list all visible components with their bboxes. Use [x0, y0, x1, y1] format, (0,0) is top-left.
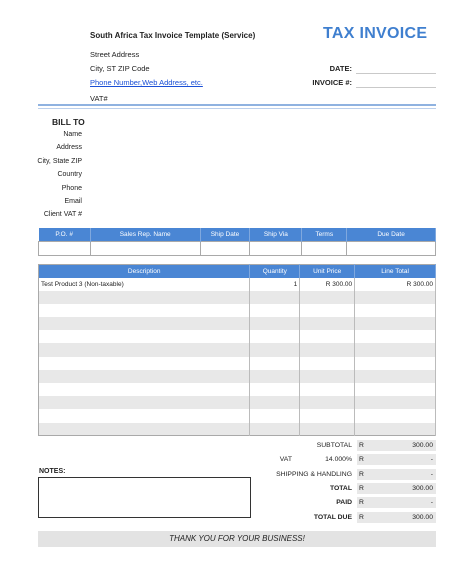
- currency-symbol: R: [359, 499, 364, 507]
- table-row: [39, 330, 436, 343]
- vat-number: VAT#: [90, 94, 108, 103]
- invoice-title: TAX INVOICE: [323, 25, 428, 42]
- bill-to-heading: BILL TO: [52, 117, 85, 127]
- line-item-unit-price-cell[interactable]: [300, 383, 355, 396]
- currency-symbol: R: [359, 456, 364, 464]
- subtotal-label: SUBTOTAL: [316, 442, 352, 449]
- table-row: [39, 423, 436, 436]
- line-item-quantity-cell[interactable]: [250, 317, 300, 330]
- line-item-quantity-cell[interactable]: [250, 423, 300, 436]
- line-item-unit-price-cell[interactable]: [300, 343, 355, 356]
- line-item-description-cell[interactable]: [39, 423, 250, 436]
- line-item-quantity-cell[interactable]: [250, 370, 300, 383]
- line-item-quantity-cell[interactable]: 1: [250, 278, 300, 291]
- notes-field[interactable]: [38, 477, 251, 518]
- order-info-row: [39, 241, 436, 255]
- line-item-quantity-cell[interactable]: [250, 383, 300, 396]
- shipping-value-box: [357, 469, 436, 481]
- order-info-table: [38, 228, 436, 256]
- line-item-quantity-cell[interactable]: [250, 343, 300, 356]
- line-items-body: [39, 278, 436, 436]
- thank-you-message: THANK YOU FOR YOUR BUSINESS!: [38, 531, 436, 547]
- vat-rate: 14.000%: [325, 456, 352, 464]
- line-item-description-cell[interactable]: [39, 291, 250, 304]
- line-item-line-total-cell[interactable]: [355, 383, 436, 396]
- date-label: DATE:: [329, 64, 352, 73]
- line-item-unit-price-cell[interactable]: R 300.00: [300, 278, 355, 291]
- line-item-quantity-cell[interactable]: [250, 330, 300, 343]
- line-item-line-total-cell[interactable]: [355, 396, 436, 409]
- shipping-value: -: [430, 470, 433, 478]
- line-items-table: [38, 264, 436, 436]
- line-item-quantity-cell[interactable]: [250, 304, 300, 317]
- header-divider: [38, 104, 436, 106]
- order-info-column-header: P.O. #: [39, 228, 91, 241]
- line-item-description-cell[interactable]: [39, 396, 250, 409]
- line-items-column-header: Quantity: [250, 265, 300, 278]
- total-due-label: TOTAL DUE: [313, 513, 352, 521]
- currency-symbol: R: [359, 470, 364, 478]
- paid-label: PAID: [336, 499, 352, 507]
- table-row: [39, 343, 436, 356]
- line-item-line-total-cell[interactable]: [355, 330, 436, 343]
- line-item-unit-price-cell[interactable]: [300, 291, 355, 304]
- vat-value: -: [430, 456, 433, 464]
- order-info-column-header: Ship Via: [250, 228, 302, 241]
- date-value-field[interactable]: [356, 73, 436, 74]
- order-info-cell[interactable]: [39, 241, 91, 255]
- line-item-line-total-cell[interactable]: [355, 291, 436, 304]
- line-item-unit-price-cell[interactable]: [300, 409, 355, 422]
- line-item-unit-price-cell[interactable]: [300, 423, 355, 436]
- invoice-number-label: INVOICE #:: [312, 78, 352, 87]
- table-row: [39, 370, 436, 383]
- line-item-line-total-cell[interactable]: [355, 343, 436, 356]
- street-address: Street Address: [90, 50, 140, 59]
- table-row: [39, 291, 436, 304]
- line-item-line-total-cell[interactable]: [355, 423, 436, 436]
- line-item-line-total-cell[interactable]: R 300.00: [355, 278, 436, 291]
- order-info-cell[interactable]: [90, 241, 200, 255]
- line-items-column-header: Line Total: [355, 265, 436, 278]
- currency-symbol: R: [359, 513, 364, 521]
- line-items-header: [39, 265, 436, 278]
- table-row: [39, 383, 436, 396]
- line-item-line-total-cell[interactable]: [355, 304, 436, 317]
- table-row: [39, 317, 436, 330]
- line-item-description-cell[interactable]: [39, 409, 250, 422]
- line-item-description-cell[interactable]: [39, 304, 250, 317]
- line-item-unit-price-cell[interactable]: [300, 370, 355, 383]
- bill-to-field-label: Country: [57, 171, 82, 179]
- subtotal-value-box: [357, 440, 436, 452]
- line-item-unit-price-cell[interactable]: [300, 330, 355, 343]
- bill-to-field-label: Address: [56, 144, 82, 152]
- order-info-column-header: Sales Rep. Name: [90, 228, 200, 241]
- line-item-description-cell[interactable]: Test Product 3 (Non-taxable): [39, 278, 250, 291]
- invoice-number-field[interactable]: [356, 87, 436, 88]
- line-item-description-cell[interactable]: [39, 317, 250, 330]
- shipping-label: SHIPPING & HANDLING: [276, 470, 352, 478]
- table-row: [39, 304, 436, 317]
- line-item-description-cell[interactable]: [39, 343, 250, 356]
- line-item-line-total-cell[interactable]: [355, 357, 436, 370]
- line-item-unit-price-cell[interactable]: [300, 396, 355, 409]
- bill-to-field-label: Client VAT #: [43, 211, 82, 219]
- order-info-cell[interactable]: [302, 241, 347, 255]
- subtotal-value: 300.00: [412, 442, 433, 449]
- total-due-value-box: [357, 512, 436, 524]
- vat-label: VAT: [279, 456, 292, 464]
- vat-value-box: [357, 454, 436, 466]
- city-state-zip: City, ST ZIP Code: [90, 64, 150, 73]
- order-info-column-header: Terms: [302, 228, 347, 241]
- bill-to-field-label: Phone: [61, 184, 82, 192]
- currency-symbol: R: [359, 442, 364, 449]
- contact-link[interactable]: Phone Number,Web Address, etc.: [90, 78, 203, 87]
- line-item-unit-price-cell[interactable]: [300, 304, 355, 317]
- line-item-description-cell[interactable]: [39, 370, 250, 383]
- line-items-column-header: Description: [39, 265, 250, 278]
- paid-value: -: [430, 499, 433, 507]
- line-item-line-total-cell[interactable]: [355, 370, 436, 383]
- line-item-description-cell[interactable]: [39, 383, 250, 396]
- line-item-line-total-cell[interactable]: [355, 317, 436, 330]
- header-divider-thin: [38, 108, 436, 109]
- total-value: 300.00: [412, 484, 433, 492]
- line-item-quantity-cell[interactable]: [250, 409, 300, 422]
- order-info-header: [39, 228, 436, 241]
- line-item-quantity-cell[interactable]: [250, 357, 300, 370]
- line-item-quantity-cell[interactable]: [250, 291, 300, 304]
- table-row: [39, 396, 436, 409]
- notes-label: NOTES:: [39, 468, 66, 475]
- bill-to-field-label: City, State ZIP: [37, 157, 82, 165]
- order-info-cell[interactable]: [347, 241, 436, 255]
- currency-symbol: R: [359, 484, 364, 492]
- line-items-column-header: Unit Price: [300, 265, 355, 278]
- order-info-column-header: Ship Date: [200, 228, 250, 241]
- bill-to-field-label: Email: [64, 198, 82, 205]
- bill-to-field-label: Name: [63, 131, 82, 138]
- table-row: [39, 409, 436, 422]
- total-label: TOTAL: [329, 484, 352, 492]
- paid-value-box: [357, 497, 436, 509]
- table-row: [39, 278, 436, 291]
- line-item-description-cell[interactable]: [39, 330, 250, 343]
- order-info-cell[interactable]: [250, 241, 302, 255]
- line-item-description-cell[interactable]: [39, 357, 250, 370]
- total-due-value: 300.00: [412, 513, 433, 521]
- line-item-quantity-cell[interactable]: [250, 396, 300, 409]
- line-item-unit-price-cell[interactable]: [300, 357, 355, 370]
- table-row: [39, 357, 436, 370]
- company-name: South Africa Tax Invoice Template (Service): [90, 31, 256, 40]
- line-item-unit-price-cell[interactable]: [300, 317, 355, 330]
- order-info-cell[interactable]: [200, 241, 250, 255]
- total-value-box: [357, 483, 436, 495]
- order-info-column-header: Due Date: [347, 228, 436, 241]
- line-item-line-total-cell[interactable]: [355, 409, 436, 422]
